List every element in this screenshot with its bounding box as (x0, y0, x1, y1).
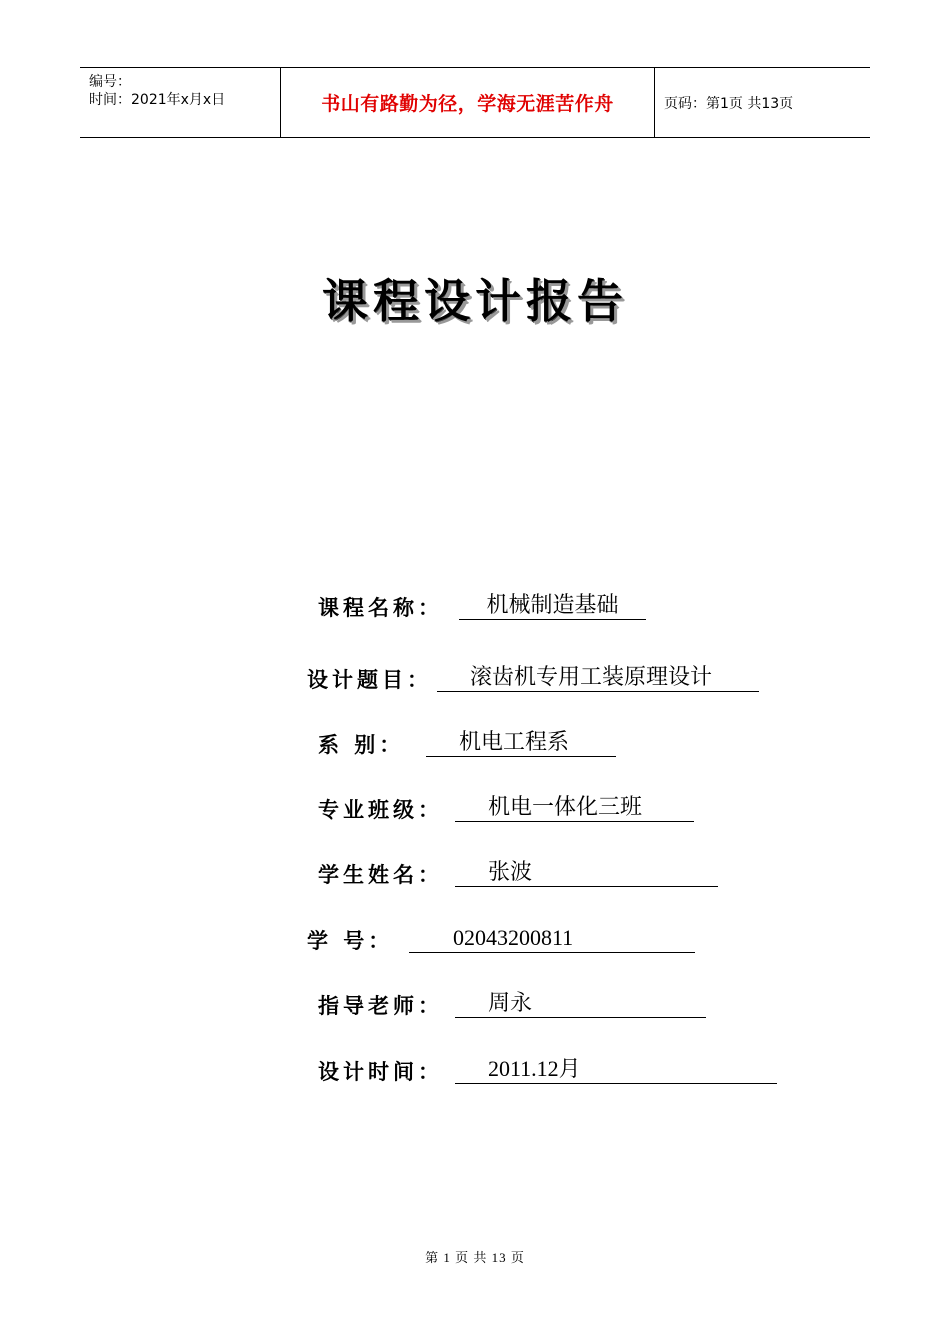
field-label: 学 号： (307, 929, 394, 953)
field-value: 机械制造基础 (459, 592, 646, 620)
header-motto-cell (281, 68, 655, 137)
header-page-cell (655, 68, 870, 137)
field-label: 指导老师： (318, 994, 443, 1018)
field-label: 系 别： (318, 733, 405, 757)
report-title: 课程设计报告 (322, 274, 628, 328)
time-label: 时间：2021年x月x日 (89, 92, 226, 108)
field-value: 机电工程系 (426, 729, 616, 757)
header-meta-cell (80, 68, 281, 137)
number-label: 编号： (89, 74, 131, 90)
field-label: 专业班级： (318, 798, 443, 822)
field-value: 滚齿机专用工装原理设计 (437, 664, 759, 692)
field-label: 设计时间： (318, 1060, 443, 1084)
field-value: 张波 (455, 859, 718, 887)
field-label: 设计题目： (307, 668, 432, 692)
page-header (80, 67, 870, 138)
page-info: 页码：第1页 共13页 (664, 95, 794, 112)
field-label: 学生姓名： (318, 863, 443, 887)
page-footer: 第 1 页 共 13 页 (425, 1250, 525, 1265)
field-label: 课程名称： (318, 596, 443, 620)
field-value: 02043200811 (409, 925, 695, 953)
field-value: 周永 (455, 990, 706, 1018)
motto-text: 书山有路勤为径，学海无涯苦作舟 (321, 93, 614, 115)
field-value: 2011.12月 (455, 1056, 777, 1084)
field-value: 机电一体化三班 (455, 794, 694, 822)
